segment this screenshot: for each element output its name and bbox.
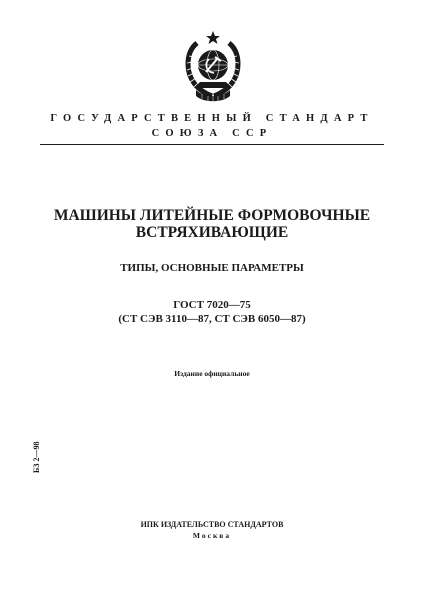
document-title <box>0 207 424 241</box>
publisher-city: Москва <box>192 531 232 540</box>
header-divider <box>40 144 384 145</box>
edition-label: Издание официальное <box>174 369 250 378</box>
related-standards: (СТ СЭВ 3110—87, СТ СЭВ 6050—87) <box>118 313 306 325</box>
ussr-coat-of-arms-icon <box>182 30 244 104</box>
gost-number: ГОСТ 7020—75 <box>173 299 251 311</box>
header-state-standard: ГОСУДАРСТВЕННЫЙ СТАНДАРТ <box>50 113 374 124</box>
document-title-line1: МАШИНЫ ЛИТЕЙНЫЕ ФОРМОВОЧНЫЕ <box>53 207 371 224</box>
document-title-line2: ВСТРЯХИВАЮЩИЕ <box>135 224 289 241</box>
side-code: БЗ 2—98 <box>32 441 41 473</box>
header-ussr: СОЮЗА ССР <box>151 128 273 139</box>
gost-block <box>0 298 424 326</box>
publisher: ИПК ИЗДАТЕЛЬСТВО СТАНДАРТОВ <box>140 520 284 529</box>
document-subtitle: ТИПЫ, ОСНОВНЫЕ ПАРАМЕТРЫ <box>120 262 304 274</box>
